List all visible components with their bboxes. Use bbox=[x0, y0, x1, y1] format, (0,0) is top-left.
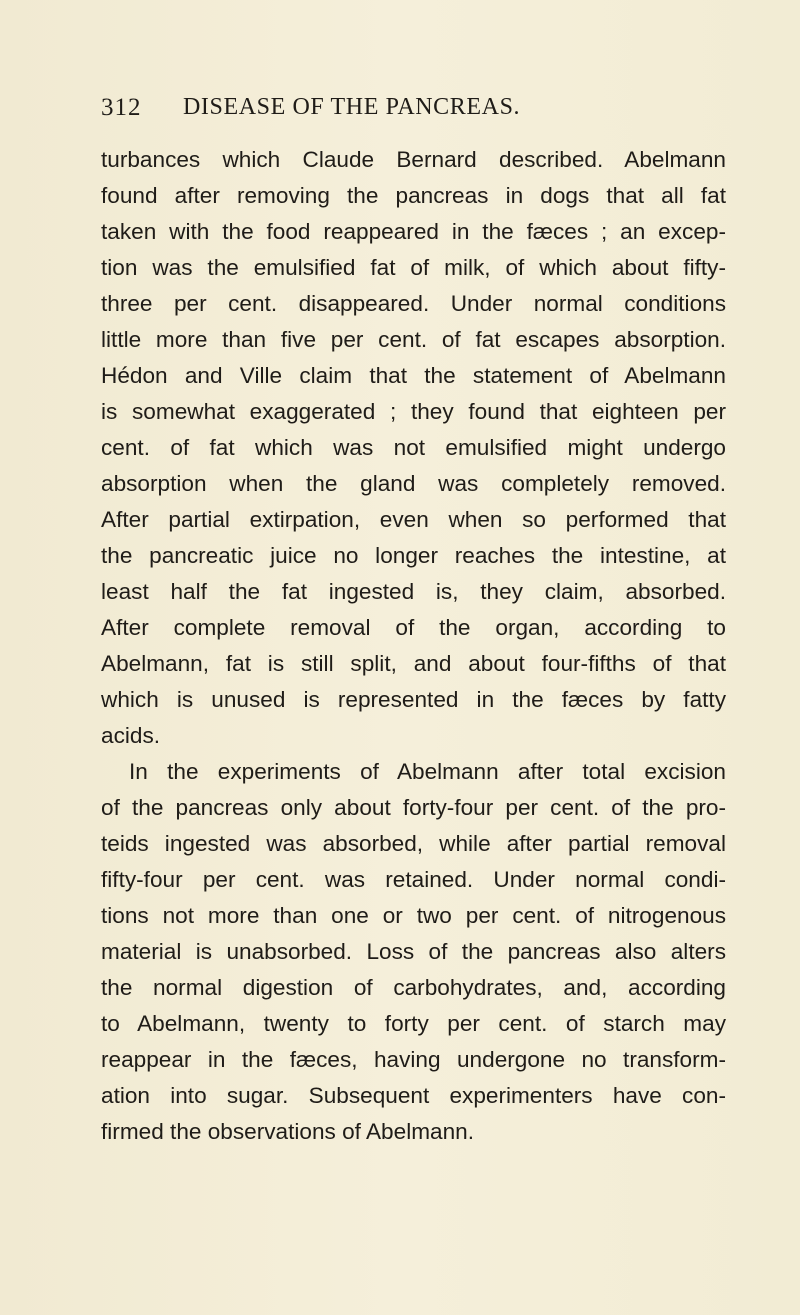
page-header bbox=[0, 94, 800, 134]
text-line: acids. bbox=[101, 723, 161, 748]
text-line: least half the fat ingested is, they claim, absorbed. bbox=[101, 579, 726, 604]
text-line: which is unused is represented in the fæces by fatty bbox=[101, 687, 726, 712]
text-line: tions not more than one or two per cent. of nitrogenous bbox=[101, 903, 726, 928]
text-line: After complete removal of the organ, according to bbox=[101, 615, 726, 640]
text-line: absorption when the gland was completely removed. bbox=[101, 471, 726, 496]
text-line: the normal digestion of carbohydrates, and, according bbox=[101, 975, 726, 1000]
text-line: Hédon and Ville claim that the statement of Abelmann bbox=[101, 363, 726, 388]
text-line: Abelmann, fat is still split, and about four-fifths of that bbox=[101, 651, 726, 676]
text-line: teids ingested was absorbed, while after partial removal bbox=[101, 831, 726, 856]
paragraph-1 bbox=[101, 142, 726, 754]
text-line: turbances which Claude Bernard described. Abelmann bbox=[101, 147, 726, 172]
text-line: the pancreatic juice no longer reaches the intestine, at bbox=[101, 543, 726, 568]
text-line: three per cent. disappeared. Under normal conditions bbox=[101, 291, 726, 316]
text-line: of the pancreas only about forty-four per cent. of the pro- bbox=[101, 795, 726, 820]
text-line: ation into sugar. Subsequent experimenters have con- bbox=[101, 1083, 726, 1108]
text-line: material is unabsorbed. Loss of the pancreas also alters bbox=[101, 939, 726, 964]
text-line: is somewhat exaggerated ; they found that eighteen per bbox=[101, 399, 726, 424]
text-line: tion was the emulsified fat of milk, of which about fifty- bbox=[101, 255, 726, 280]
text-line: firmed the observations of Abelmann. bbox=[101, 1119, 475, 1144]
text-line: to Abelmann, twenty to forty per cent. of starch may bbox=[101, 1011, 726, 1036]
body-text bbox=[101, 142, 726, 1150]
text-line: In the experiments of Abelmann after total excision bbox=[129, 759, 726, 784]
text-line: cent. of fat which was not emulsified might undergo bbox=[101, 435, 726, 460]
running-head: DISEASE OF THE PANCREAS. bbox=[183, 94, 521, 120]
text-line: found after removing the pancreas in dogs that all fat bbox=[101, 183, 726, 208]
text-line: taken with the food reappeared in the fæces ; an excep- bbox=[101, 219, 726, 244]
text-line: reappear in the fæces, having undergone no transform- bbox=[101, 1047, 726, 1072]
text-line: little more than five per cent. of fat escapes absorption. bbox=[101, 327, 726, 352]
text-line: After partial extirpation, even when so performed that bbox=[101, 507, 726, 532]
paragraph-2 bbox=[101, 754, 726, 1150]
text-line: fifty-four per cent. was retained. Under normal condi- bbox=[101, 867, 726, 892]
page-number: 312 bbox=[101, 94, 142, 121]
